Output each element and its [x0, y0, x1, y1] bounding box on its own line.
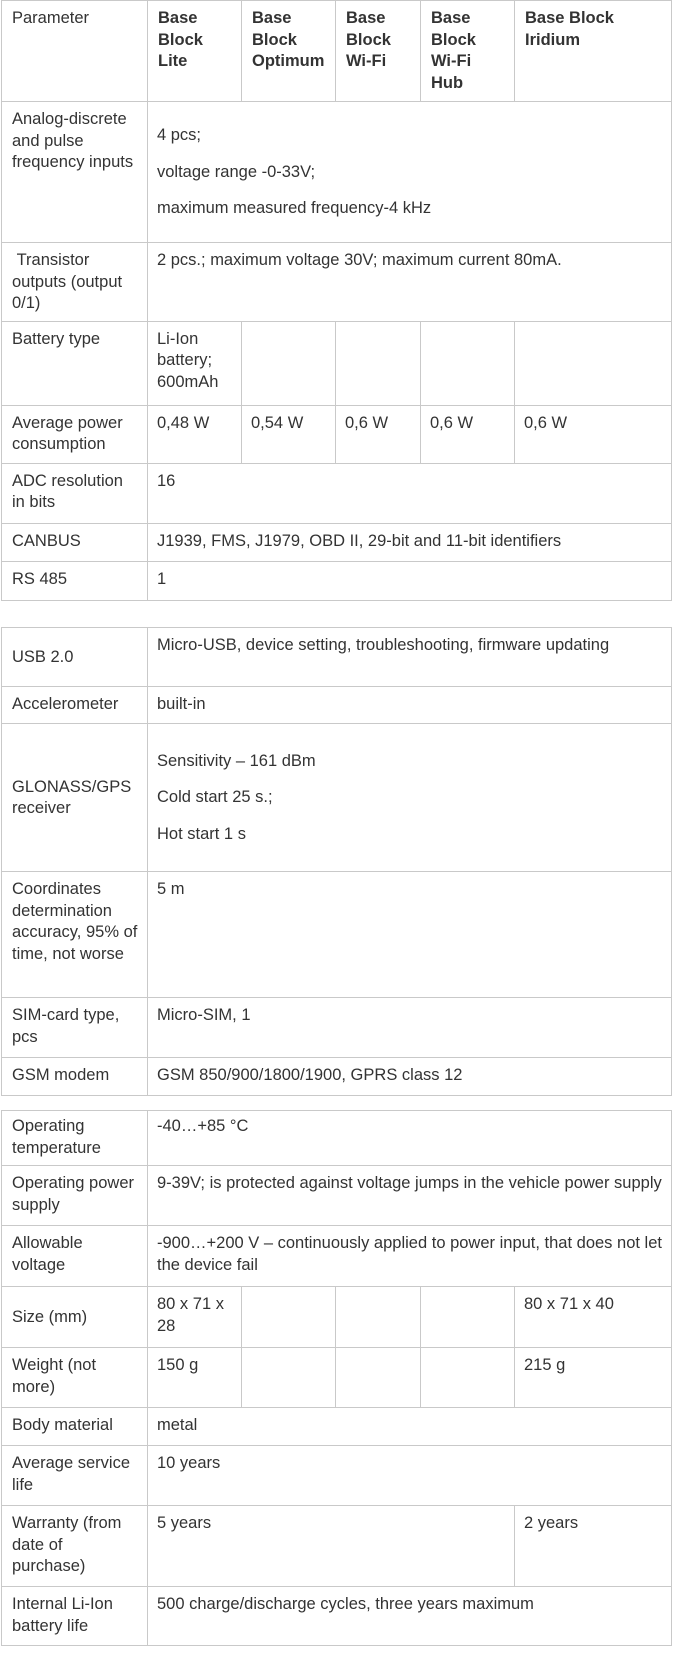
value-line: voltage range -0-33V;: [157, 162, 316, 181]
row-value: 10 years: [148, 1446, 672, 1506]
row-value: 150 g: [148, 1348, 242, 1408]
table-row: [2, 1166, 672, 1226]
row-label: ADC resolution in bits: [2, 463, 148, 523]
row-value: 0,54 W: [242, 405, 336, 463]
row-value: [148, 102, 672, 243]
value-line: maximum measured frequency-4 kHz: [157, 199, 432, 218]
empty-cell: [242, 1348, 336, 1408]
row-value: 0,48 W: [148, 405, 242, 463]
row-label: USB 2.0: [2, 628, 148, 687]
table-row: [2, 1587, 672, 1646]
table-row: [2, 1506, 672, 1587]
table-row: [2, 628, 672, 687]
row-value: 9-39V; is protected against voltage jumps in the vehicle power supply: [148, 1166, 672, 1226]
table-row: [2, 243, 672, 322]
row-value: 5 years: [148, 1506, 515, 1587]
table-row: [2, 687, 672, 724]
row-label: GLONASS/GPS receiver: [2, 724, 148, 872]
table-row: [2, 1408, 672, 1446]
row-value: 2 pcs.; maximum voltage 30V; maximum current 80mA.: [148, 243, 672, 322]
table-row: [2, 1348, 672, 1408]
value-line: 4 pcs;: [157, 126, 202, 145]
row-value: GSM 850/900/1800/1900, GPRS class 12: [148, 1058, 672, 1096]
row-value: 80 x 71 x 40: [515, 1287, 672, 1348]
row-label: Allowable voltage: [2, 1226, 148, 1287]
row-value: 0,6 W: [336, 405, 421, 463]
table-row: [2, 463, 672, 523]
row-label: Accelerometer: [2, 687, 148, 724]
empty-cell: [336, 321, 421, 405]
row-value: 1: [148, 561, 672, 600]
row-value: built-in: [148, 687, 672, 724]
row-label: Battery type: [2, 321, 148, 405]
table-row: [2, 561, 672, 600]
spec-table-part-3: [1, 1110, 671, 1166]
row-value: Micro-USB, device setting, troubleshooting, firmware updating: [148, 628, 672, 687]
spec-table-part-1: [1, 0, 671, 601]
row-value: Li-Ion battery; 600mAh: [148, 321, 242, 405]
empty-cell: [421, 1287, 515, 1348]
row-label: GSM modem: [2, 1058, 148, 1096]
row-value: 80 x 71 x 28: [148, 1287, 242, 1348]
empty-cell: [242, 1287, 336, 1348]
table-row: [2, 872, 672, 998]
row-value: 215 g: [515, 1348, 672, 1408]
empty-cell: [421, 1348, 515, 1408]
table-row: [2, 102, 672, 243]
spec-table-part-4: [1, 1165, 671, 1646]
base-block-optimum-header: Base Block Optimum: [242, 1, 336, 102]
row-label: Operating power supply: [2, 1166, 148, 1226]
row-label: CANBUS: [2, 523, 148, 561]
row-value: 0,6 W: [421, 405, 515, 463]
table-row: [2, 405, 672, 463]
row-label: Analog-discrete and pulse frequency inputs: [2, 102, 148, 243]
value-line: Hot start 1 s: [157, 824, 246, 843]
row-label: RS 485: [2, 561, 148, 600]
table-row: [2, 321, 672, 405]
row-value: 500 charge/discharge cycles, three years maximum: [148, 1587, 672, 1646]
empty-cell: [336, 1287, 421, 1348]
table-row: [2, 523, 672, 561]
empty-cell: [242, 321, 336, 405]
row-label: Average service life: [2, 1446, 148, 1506]
row-label: Average power consumption: [2, 405, 148, 463]
value-line: Sensitivity – 161 dBm: [157, 751, 316, 770]
table-row: [2, 724, 672, 872]
row-label: Size (mm): [2, 1287, 148, 1348]
row-label: Weight (not more): [2, 1348, 148, 1408]
empty-cell: [336, 1348, 421, 1408]
row-label: Coordinates determination accuracy, 95% of time, not worse: [2, 872, 148, 998]
table-row: [2, 1111, 672, 1166]
spec-table-part-2: [1, 627, 671, 1096]
row-label: SIM-card type, pcs: [2, 998, 148, 1058]
row-value: Micro-SIM, 1: [148, 998, 672, 1058]
base-block-lite-header: Base Block Lite: [148, 1, 242, 102]
row-value: 0,6 W: [515, 405, 672, 463]
empty-cell: [515, 321, 672, 405]
row-value: [148, 724, 672, 872]
row-label: Warranty (from date of purchase): [2, 1506, 148, 1587]
row-value: metal: [148, 1408, 672, 1446]
base-block-iridium-header: Base Block Iridium: [515, 1, 672, 102]
row-value: -900…+200 V – continuously applied to power input, that does not let the device fail: [148, 1226, 672, 1287]
row-value: -40…+85 °C: [148, 1111, 672, 1166]
header-row: [2, 1, 672, 102]
table-row: [2, 1058, 672, 1096]
row-value: 5 m: [148, 872, 672, 998]
row-label: Transistor outputs (output 0/1): [2, 243, 148, 322]
table-row: [2, 1287, 672, 1348]
table-row: [2, 998, 672, 1058]
table-row: [2, 1446, 672, 1506]
parameter-header: Parameter: [2, 1, 148, 102]
row-label: Internal Li-Ion battery life: [2, 1587, 148, 1646]
value-line: Cold start 25 s.;: [157, 788, 273, 807]
base-block-wifi-hub-header: Base Block Wi-Fi Hub: [421, 1, 515, 102]
row-value: J1939, FMS, J1979, OBD II, 29-bit and 11-bit identifiers: [148, 523, 672, 561]
base-block-wifi-header: Base Block Wi-Fi: [336, 1, 421, 102]
row-label: Body material: [2, 1408, 148, 1446]
row-value: 16: [148, 463, 672, 523]
row-label: Operating temperature: [2, 1111, 148, 1166]
empty-cell: [421, 321, 515, 405]
row-value: 2 years: [515, 1506, 672, 1587]
table-row: [2, 1226, 672, 1287]
